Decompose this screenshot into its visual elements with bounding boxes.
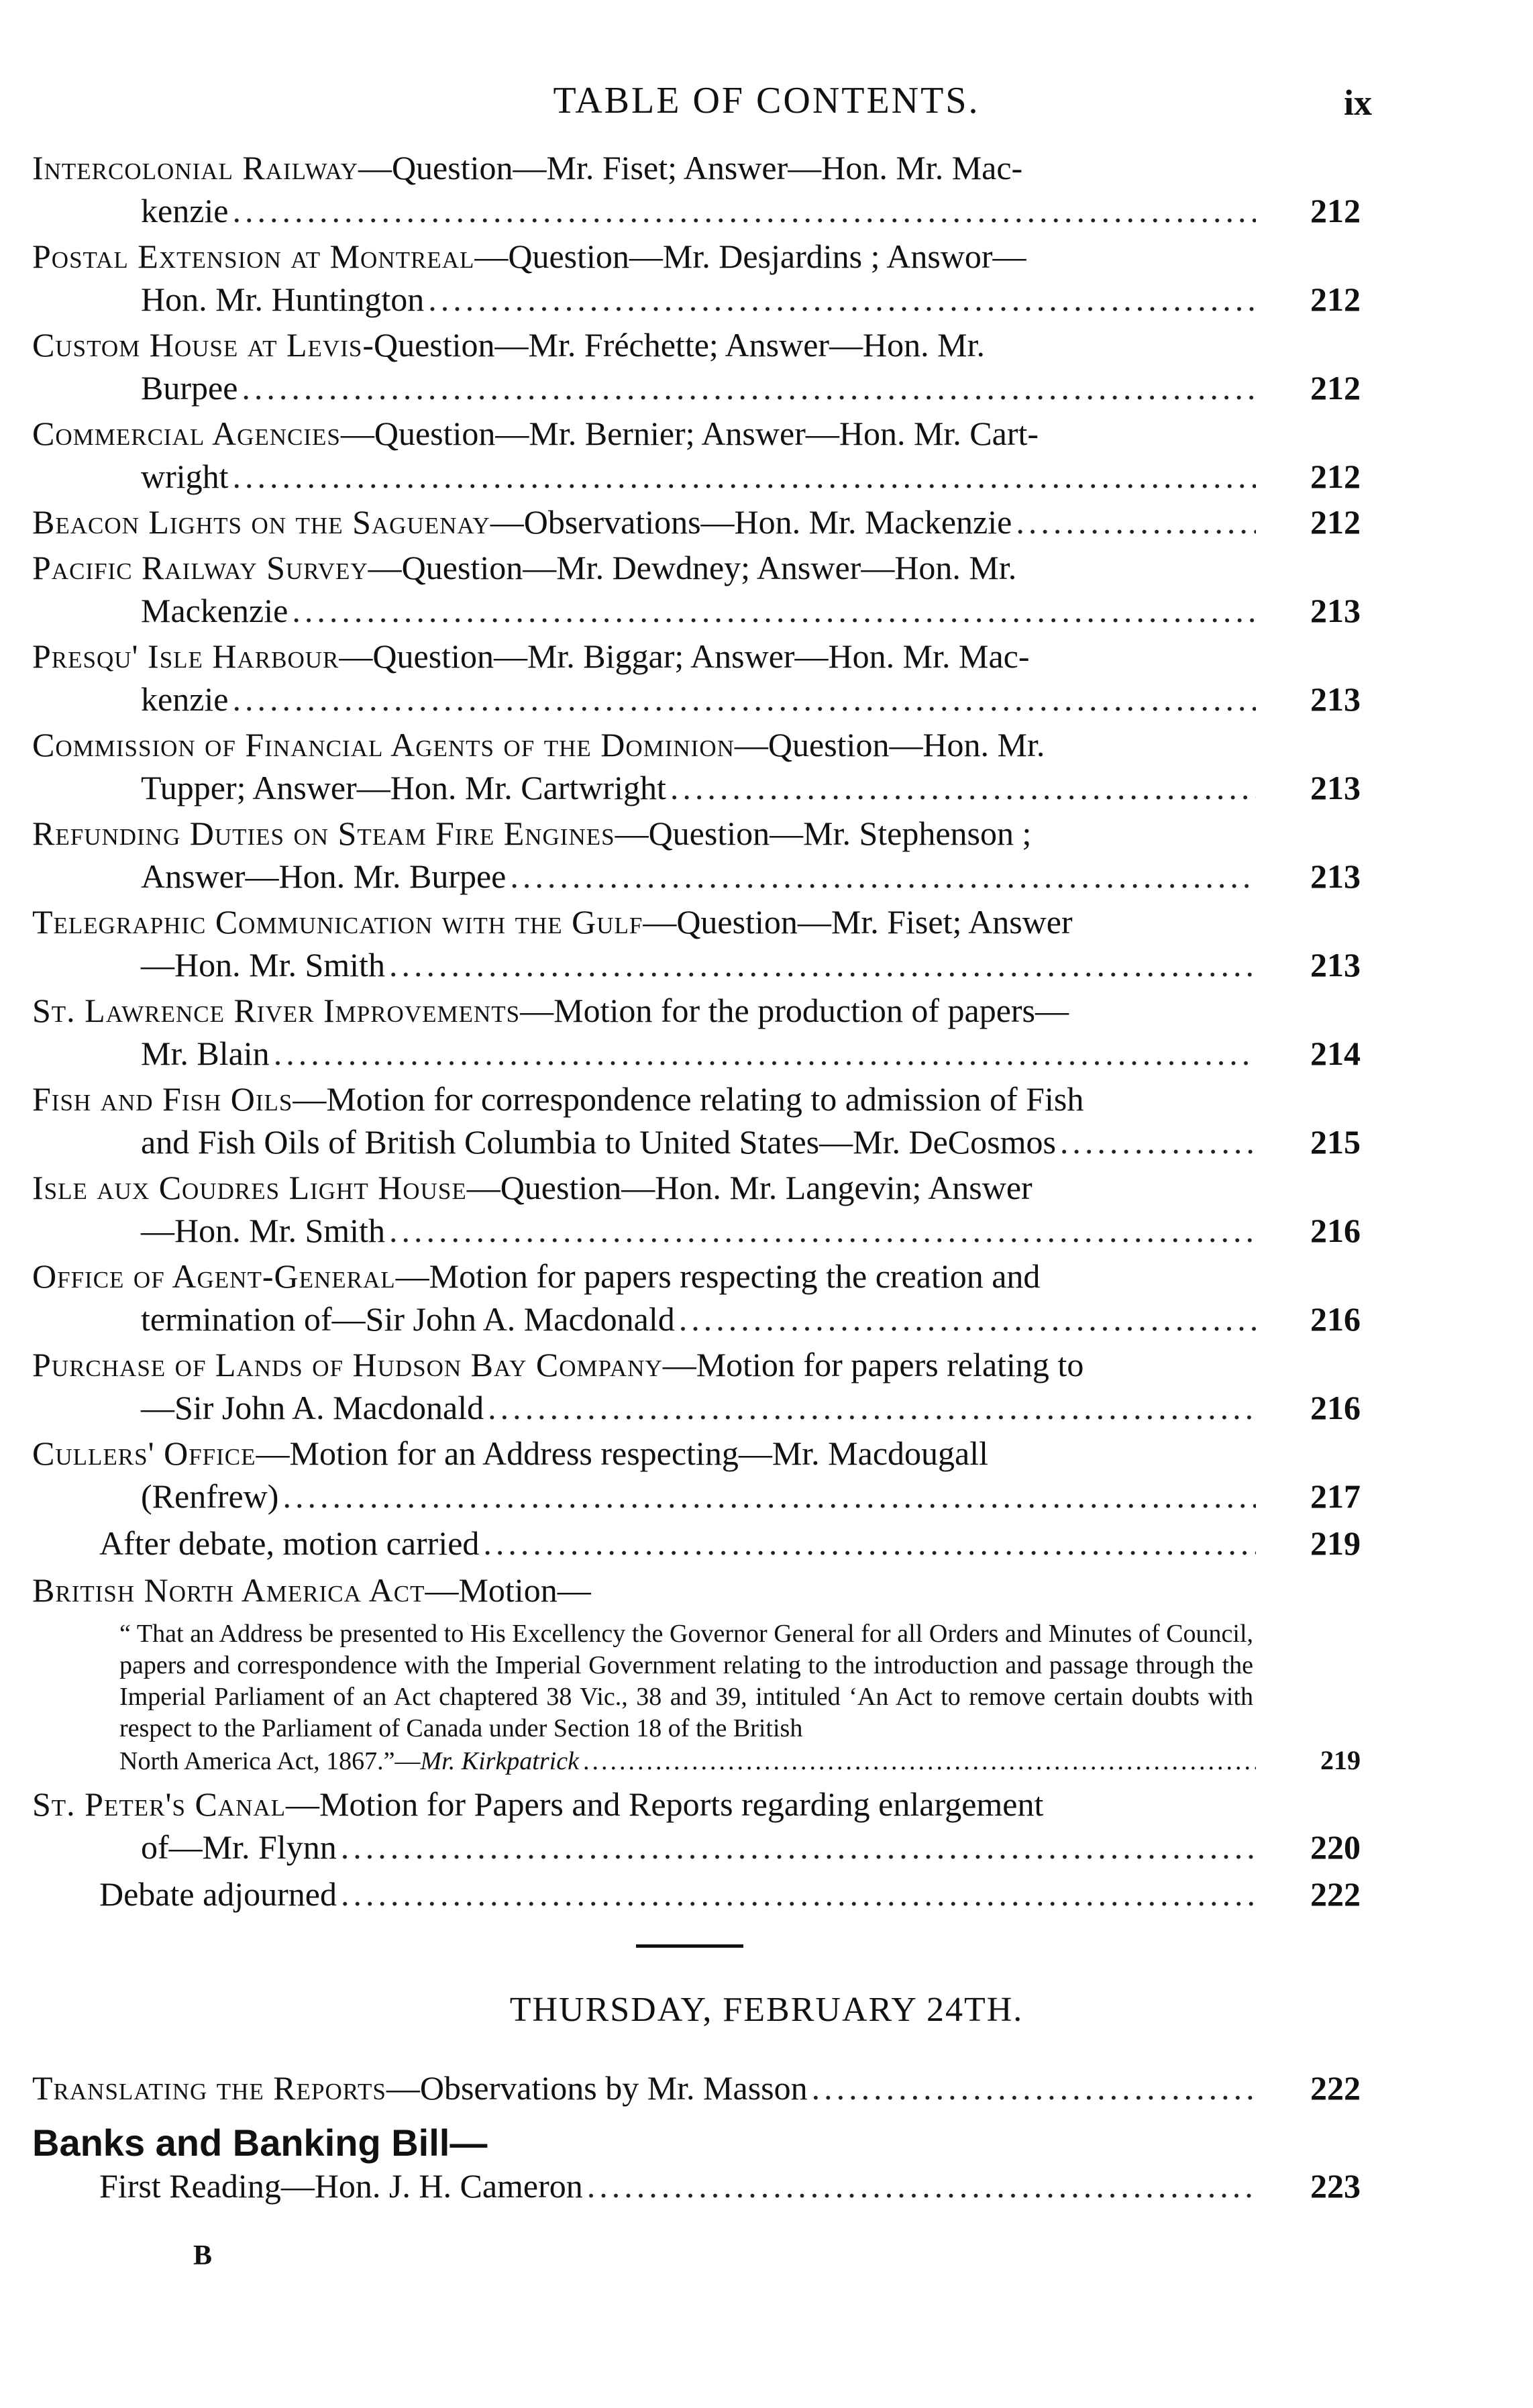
toc-entry-debate-adjourned [32, 1873, 1361, 1916]
toc-entry [32, 812, 1361, 898]
entry-page: 216 [1310, 1300, 1361, 1338]
toc-entry [32, 900, 1361, 986]
entry-page: 222 [1310, 1875, 1361, 1913]
toc-entry-translating [32, 2066, 1361, 2109]
entry-body: -Question—Mr. Fréchette; Answer—Hon. Mr. [362, 326, 986, 364]
entry-body: —Motion for an Address respecting—Mr. Macdougall [256, 1434, 988, 1472]
toc-entry [32, 1432, 1361, 1518]
entry-page: 215 [1310, 1123, 1361, 1161]
quote-last-line [119, 1746, 579, 1777]
entry-title: Intercolonial Railway [32, 149, 358, 187]
entry-page: 213 [1310, 769, 1361, 806]
toc-entry-bna [32, 1569, 1361, 1777]
entry-text: After debate, motion carried [99, 1524, 480, 1562]
dot-leader [483, 1522, 1256, 1565]
entry-last-line: kenzie [141, 192, 229, 229]
entry-title: Purchase of Lands of Hudson Bay Company [32, 1346, 663, 1383]
entry-title: Beacon Lights on the Saguenay [32, 503, 490, 541]
toc-entry [32, 546, 1361, 632]
section-divider [636, 1944, 743, 1948]
entry-page: 213 [1310, 680, 1361, 718]
dot-leader [428, 278, 1256, 321]
entry-title: Commercial Agencies [32, 415, 341, 452]
dot-leader [510, 855, 1256, 898]
entry-last-line: Answer—Hon. Mr. Burpee [141, 857, 507, 895]
entry-body: —Question—Mr. Fiset; Answer—Hon. Mr. Mac- [358, 149, 1023, 187]
dot-leader [679, 1298, 1256, 1341]
entry-body: —Question—Mr. Biggar; Answer—Hon. Mr. Mac- [339, 637, 1030, 675]
entry-last-line: Hon. Mr. Huntington [141, 280, 425, 318]
dot-leader [389, 1209, 1256, 1252]
entry-title: Cullers' Office [32, 1434, 256, 1472]
entry-body: —Motion for papers respecting the creation and [395, 1257, 1041, 1295]
toc-entry [32, 235, 1361, 321]
entry-text: Debate adjourned [99, 1875, 337, 1913]
entry-title: Isle aux Coudres Light House [32, 1169, 467, 1206]
toc-entry [32, 412, 1361, 498]
entry-body: —Question—Mr. Bernier; Answer—Hon. Mr. Cart- [340, 415, 1039, 452]
entry-title: Fish and Fish Oils [32, 1080, 293, 1118]
entry-page: 213 [1310, 946, 1361, 984]
entry-title: Presqu' Isle Harbour [32, 637, 339, 675]
dot-leader [389, 943, 1256, 986]
toc-entry [32, 501, 1361, 543]
entry-page: 223 [1310, 2167, 1361, 2205]
entry-last-line: (Renfrew) [141, 1477, 279, 1515]
entry-body: —Motion for correspondence relating to admission of Fish [293, 1080, 1084, 1118]
entry-body: —Question—Mr. Stephenson ; [615, 815, 1032, 852]
page-title: TABLE OF CONTENTS. [553, 80, 980, 121]
entry-body: —Motion for papers relating to [662, 1346, 1084, 1383]
entry-page: 219 [1310, 1524, 1361, 1562]
toc-entry [32, 1078, 1361, 1163]
toc-entry [32, 1343, 1361, 1429]
entry-body: —Question—Mr. Dewdney; Answer—Hon. Mr. [368, 549, 1017, 586]
dot-leader [232, 678, 1256, 721]
entry-last-line: —Hon. Mr. Smith [141, 1212, 385, 1249]
toc-entry [32, 1166, 1361, 1252]
entry-title: Translating the Reports [32, 2069, 386, 2107]
page-number: ix [1343, 83, 1372, 123]
quote-last-text: North America Act, 1867.”— [119, 1747, 421, 1775]
dot-leader [341, 1826, 1256, 1869]
entry-last-line: termination of—Sir John A. Macdonald [141, 1300, 675, 1338]
entry-body: —Motion for the production of papers— [520, 992, 1069, 1029]
entry-last-line: —Hon. Mr. Smith [141, 946, 385, 984]
entry-body: —Observations—Hon. Mr. Mackenzie [490, 503, 1012, 541]
dot-leader [282, 1475, 1256, 1518]
entry-title: Telegraphic Communication with the Gulf [32, 903, 643, 941]
dot-leader [274, 1032, 1256, 1075]
toc-entry [32, 323, 1361, 409]
entry-page: 214 [1310, 1035, 1361, 1072]
entry-last-line: —Sir John A. Macdonald [141, 1389, 484, 1426]
entry-title: St. Peter's Canal [32, 1785, 286, 1823]
entry-page: 213 [1310, 592, 1361, 629]
dot-leader [488, 1386, 1256, 1429]
toc-entry-st-peters [32, 1783, 1361, 1869]
entry-last-line: and Fish Oils of British Columbia to United States—Mr. DeCosmos [141, 1123, 1056, 1161]
entry-body: —Observations by Mr. Masson [386, 2069, 808, 2107]
entry-last-line: kenzie [141, 680, 229, 718]
entry-page: 213 [1310, 857, 1361, 895]
entry-last-line: Burpee [141, 369, 238, 407]
entry-page: 219 [1320, 1745, 1361, 1775]
dot-leader [1016, 501, 1256, 543]
dot-leader [341, 1873, 1256, 1916]
entry-text: First Reading—Hon. J. H. Cameron [99, 2167, 583, 2205]
dot-leader [583, 1746, 1256, 1777]
entry-body: —Question—Mr. Fiset; Answer [643, 903, 1073, 941]
entry-last-line: wright [141, 458, 229, 495]
entry-last-line: Mr. Blain [141, 1035, 270, 1072]
entry-last-line: Tupper; Answer—Hon. Mr. Cartwright [141, 769, 666, 806]
dot-leader [292, 589, 1256, 632]
toc-entry [32, 989, 1361, 1075]
toc-list-thursday [32, 2066, 1361, 2210]
dot-leader [670, 766, 1256, 809]
dot-leader [242, 366, 1256, 409]
toc-entry [32, 635, 1361, 721]
entry-page: 212 [1310, 192, 1361, 229]
section-heading: THURSDAY, FEBRUARY 24TH. [509, 1991, 1024, 2029]
entry-title: Refunding Duties on Steam Fire Engines [32, 815, 615, 852]
entry-page: 212 [1310, 503, 1361, 541]
entry-page: 216 [1310, 1212, 1361, 1249]
entry-page: 216 [1310, 1389, 1361, 1426]
toc-entry-after-debate [32, 1522, 1361, 1565]
toc-list [32, 146, 1361, 1918]
entry-body: —Question—Mr. Desjardins ; Answor— [474, 238, 1026, 275]
dot-leader [233, 455, 1256, 498]
toc-entry [32, 723, 1361, 809]
entry-title: British North America Act [32, 1571, 425, 1609]
entry-body: —Question—Hon. Mr. [734, 726, 1045, 764]
dot-leader [232, 189, 1256, 232]
entry-title: Commission of Financial Agents of the Dominion [32, 726, 735, 764]
bill-heading: Banks and Banking Bill— [32, 2122, 488, 2164]
entry-title: Pacific Railway Survey [32, 549, 368, 586]
entry-page: 212 [1310, 369, 1361, 407]
entry-title: Office of Agent-General [32, 1257, 396, 1295]
entry-body: —Question—Hon. Mr. Langevin; Answer [466, 1169, 1033, 1206]
entry-body: —Motion— [425, 1571, 591, 1609]
quoted-motion: “ That an Address be presented to His Excellency the Governor General for all Orders and Minutes of Council, papers and correspondence with the Imperial Government relating to the introduction and passage through the Imperial Parliament of an Act chaptered 38 Vic., 38 and 39, intituled ‘An Act to remove certain doubts with respect to the Parliament of Canada under Section 18 of the British [119, 1620, 1253, 1742]
dot-leader [812, 2066, 1256, 2109]
entry-title: Postal Extension at Montreal [32, 238, 475, 275]
signature-mark: B [193, 2240, 213, 2271]
entry-last-line: of—Mr. Flynn [141, 1828, 337, 1866]
entry-last-line: Mackenzie [141, 592, 288, 629]
entry-title: Custom House at Levis [32, 326, 363, 364]
dot-leader [1060, 1120, 1256, 1163]
entry-page: 222 [1310, 2069, 1361, 2107]
dot-leader [587, 2164, 1256, 2207]
toc-entry-first-reading [32, 2164, 1361, 2207]
toc-entry [32, 146, 1361, 232]
entry-page: 212 [1310, 458, 1361, 495]
page-header [0, 79, 1533, 126]
entry-page: 217 [1310, 1477, 1361, 1515]
entry-title: St. Lawrence River Improvements [32, 992, 521, 1029]
entry-body: —Motion for Papers and Reports regarding enlargement [286, 1785, 1044, 1823]
quote-author: Mr. Kirkpatrick [420, 1747, 579, 1775]
entry-page: 212 [1310, 280, 1361, 318]
entry-page: 220 [1310, 1828, 1361, 1866]
toc-entry [32, 1255, 1361, 1341]
